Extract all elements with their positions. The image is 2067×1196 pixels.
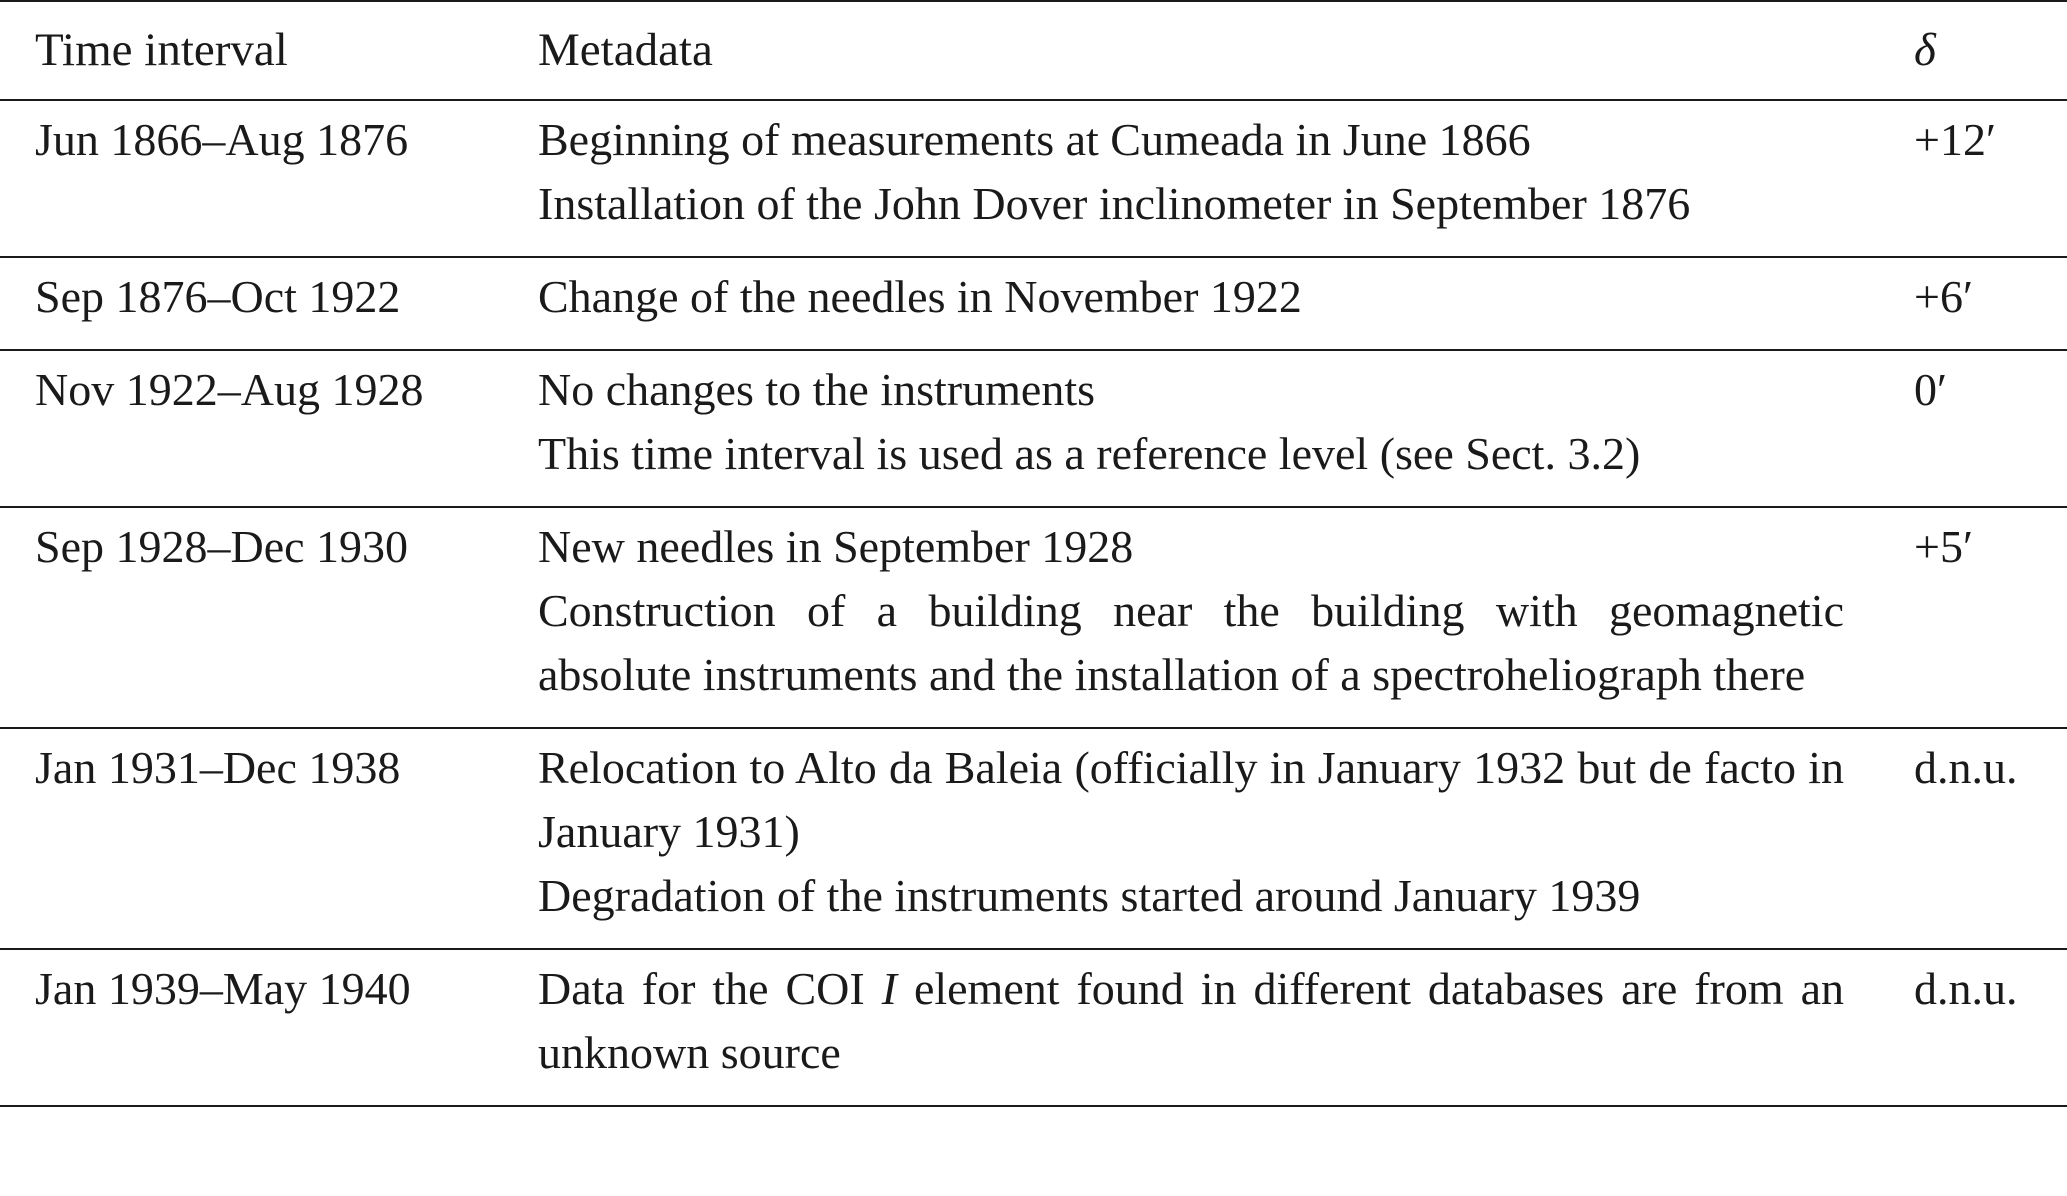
- table-row: [0, 728, 2067, 949]
- metadata-text-after: element found in different databases are from an unknown source: [538, 963, 1844, 1078]
- cell-metadata: [538, 728, 1914, 949]
- cell-time-interval: Jan 1931–Dec 1938: [0, 728, 538, 949]
- metadata-line: Installation of the John Dover inclinometer in September 1876: [538, 178, 1691, 229]
- table-row: [0, 507, 2067, 728]
- cell-time-interval: Sep 1876–Oct 1922: [0, 257, 538, 350]
- table-row: [0, 257, 2067, 350]
- cell-metadata: [538, 507, 1914, 728]
- metadata-line: Relocation to Alto da Baleia (officially in January 1932 but de facto in January 1931): [538, 742, 1844, 857]
- cell-delta: 0′: [1914, 350, 2067, 507]
- cell-metadata: [538, 100, 1914, 257]
- cell-metadata: [538, 257, 1914, 350]
- metadata-line: Change of the needles in November 1922: [538, 271, 1302, 322]
- metadata-line: No changes to the instruments: [538, 364, 1096, 415]
- cell-metadata: [538, 350, 1914, 507]
- header-time-interval: Time interval: [0, 1, 538, 100]
- cell-time-interval: Jun 1866–Aug 1876: [0, 100, 538, 257]
- metadata-text-italic-symbol: I: [881, 963, 897, 1014]
- metadata-line: New needles in September 1928: [538, 521, 1134, 572]
- metadata-line: Degradation of the instruments started around January 1939: [538, 870, 1641, 921]
- header-metadata: Metadata: [538, 1, 1914, 100]
- cell-delta: d.n.u.: [1914, 949, 2067, 1106]
- cell-delta: d.n.u.: [1914, 728, 2067, 949]
- cell-time-interval: Nov 1922–Aug 1928: [0, 350, 538, 507]
- cell-metadata: [538, 949, 1914, 1106]
- cell-delta: +6′: [1914, 257, 2067, 350]
- table-header-row: [0, 1, 2067, 100]
- header-delta: δ: [1914, 1, 2067, 100]
- cell-delta: +12′: [1914, 100, 2067, 257]
- metadata-line: Construction of a building near the building with geomagnetic absolute instruments and the installation of a spectroheliograph there: [538, 585, 1844, 700]
- metadata-line: [538, 957, 1844, 1085]
- metadata-line: This time interval is used as a reference level (see Sect. 3.2): [538, 428, 1641, 479]
- metadata-line: Beginning of measurements at Cumeada in June 1866: [538, 114, 1531, 165]
- cell-time-interval: Sep 1928–Dec 1930: [0, 507, 538, 728]
- cell-delta: +5′: [1914, 507, 2067, 728]
- table-row: [0, 350, 2067, 507]
- table-row: [0, 949, 2067, 1106]
- metadata-text-before: Data for the COI: [538, 963, 882, 1014]
- cell-time-interval: Jan 1939–May 1940: [0, 949, 538, 1106]
- table-row: [0, 100, 2067, 257]
